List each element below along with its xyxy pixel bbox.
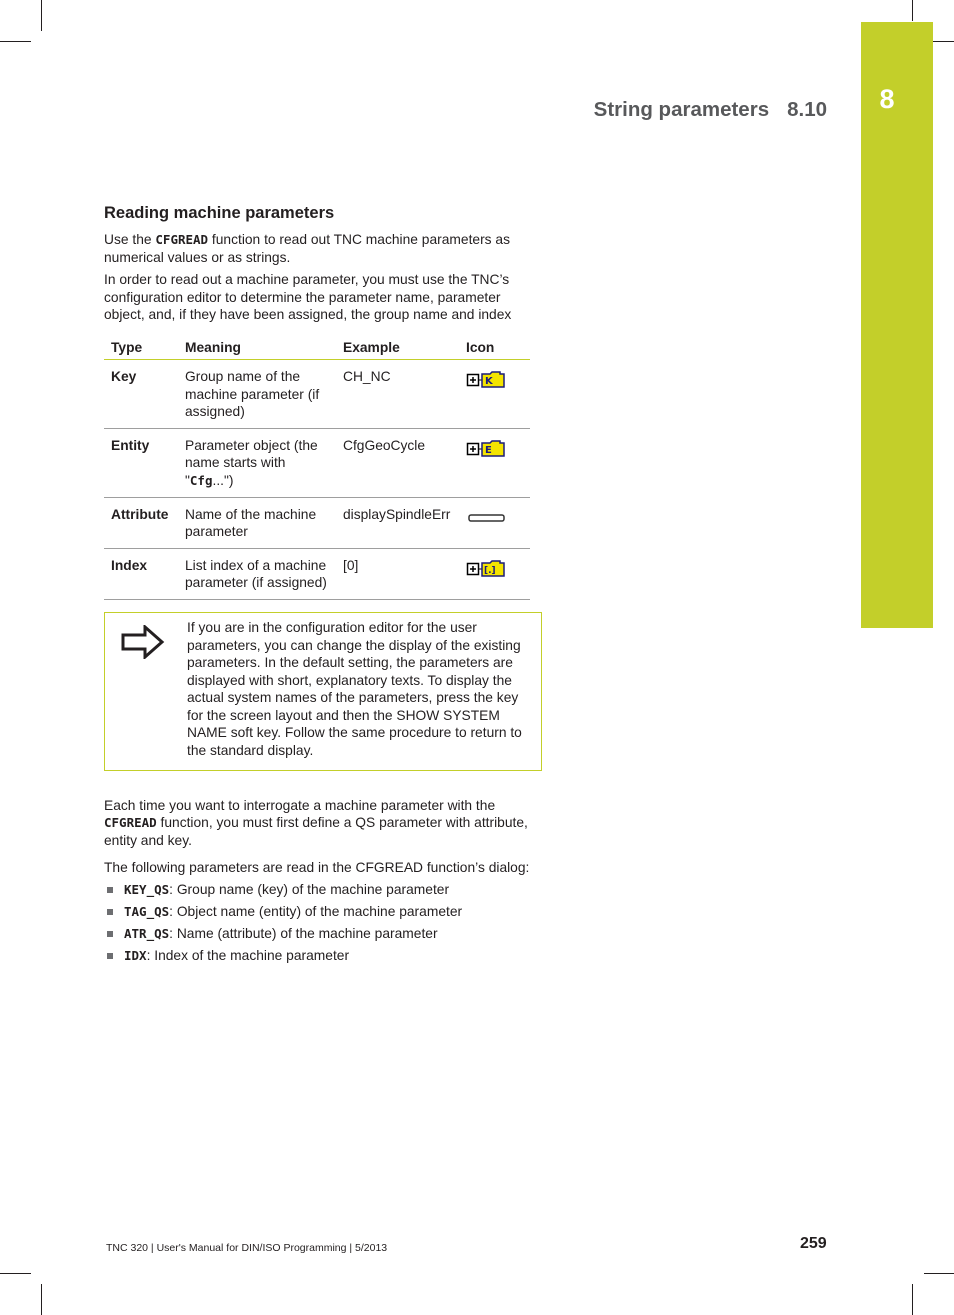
crop-mark — [0, 1273, 31, 1274]
icon-letter: [.] — [484, 565, 496, 576]
type-cell: Entity — [104, 428, 178, 497]
table-row — [104, 497, 530, 548]
column-header: Icon — [459, 334, 530, 360]
example-cell: CH_NC — [336, 359, 459, 428]
arrow-right-icon — [121, 625, 165, 659]
code-span: IDX — [124, 948, 147, 964]
meaning-cell — [178, 428, 336, 497]
code-span: CFGREAD — [104, 815, 157, 831]
section-title: Reading machine parameters — [104, 204, 335, 222]
example-cell: displaySpindleErr — [336, 497, 459, 548]
example-cell: [0] — [336, 548, 459, 599]
text-span: Use the — [104, 232, 156, 247]
page-number: 259 — [800, 1235, 827, 1252]
page-header — [594, 98, 827, 122]
text-span: : Object name (entity) of the machine parameter — [169, 904, 463, 920]
icon-cell — [459, 359, 530, 428]
key-folder-icon — [466, 370, 508, 390]
icon-letter: K — [485, 375, 493, 387]
meaning-cell: Name of the machine parameter — [178, 497, 336, 548]
body-paragraph-2: The following parameters are read in the CFGREAD function’s dialog: — [104, 860, 530, 876]
crop-mark — [41, 0, 42, 31]
type-cell: Index — [104, 548, 178, 599]
text-span: : Group name (key) of the machine parameter — [169, 882, 450, 898]
crop-mark — [0, 41, 31, 42]
type-cell: Attribute — [104, 497, 178, 548]
header-title: String parameters — [593, 98, 770, 121]
body-section — [104, 797, 544, 967]
header-section: 8.10 — [787, 98, 827, 121]
icon-cell — [459, 548, 530, 599]
note-box — [104, 612, 542, 771]
table-row — [104, 428, 530, 497]
code-span: KEY_QS — [124, 882, 170, 898]
text-span: Each time you want to interrogate a machine parameter with the — [104, 797, 496, 813]
footer-text: TNC 320 | User's Manual for DIN/ISO Programming | 5/2013 — [106, 1242, 388, 1254]
list-item — [104, 901, 544, 923]
code-span: ATR_QS — [124, 926, 170, 942]
list-item — [104, 945, 544, 967]
parameter-list — [104, 879, 544, 967]
chapter-tab — [861, 22, 933, 628]
meaning-cell: List index of a machine parameter (if assigned) — [178, 548, 336, 599]
list-item — [104, 923, 544, 945]
column-header: Meaning — [178, 334, 336, 360]
icon-cell — [459, 497, 530, 548]
text-span: : Index of the machine parameter — [146, 948, 350, 964]
list-item — [104, 879, 544, 901]
text-span: function, you must first define a QS parameter with attribute, entity and key. — [104, 815, 528, 848]
body-paragraph-1 — [104, 797, 544, 850]
table-row — [104, 548, 530, 599]
bullet-icon — [107, 909, 113, 915]
entity-folder-icon — [466, 439, 508, 459]
code-span: TAG_QS — [124, 904, 170, 920]
bullet-icon — [107, 931, 113, 937]
main-content — [104, 204, 544, 967]
text-span: : Name (attribute) of the machine parameter — [169, 926, 438, 942]
bullet-icon — [107, 887, 113, 893]
chapter-number: 8 — [879, 84, 895, 114]
note-text: If you are in the configuration editor for the user parameters, you can change the display of the existing parameters. In the default setting, the parameters are displayed with short, explanatory texts. To display the actual system names of the parameters, press the key for the screen layout and then the SHOW SYSTEM NAME soft key. Follow the same procedure to return to the standard display. — [187, 619, 522, 759]
text-span: Parameter object (the name starts with " — [185, 437, 318, 488]
text-span: ...") — [212, 472, 234, 488]
type-cell: Key — [104, 359, 178, 428]
code-span: Cfg — [189, 472, 213, 488]
crop-mark — [924, 1273, 954, 1274]
code-span: CFGREAD — [155, 232, 209, 247]
intro-paragraph-2: In order to read out a machine parameter, you must use the TNC’s configuration editor to determine the parameter name, parameter object, and, if they have been assigned, the group name and index — [104, 272, 512, 323]
crop-mark — [912, 0, 913, 21]
example-cell: CfgGeoCycle — [336, 428, 459, 497]
index-folder-icon — [466, 559, 508, 579]
text-span: function to read out TNC machine parameters as numerical values or as strings. — [104, 232, 510, 265]
attribute-field-icon — [466, 508, 508, 528]
column-header: Example — [336, 334, 459, 360]
parameter-type-table — [104, 334, 530, 600]
crop-mark — [912, 1284, 913, 1315]
icon-letter: E — [485, 444, 492, 456]
bullet-icon — [107, 953, 113, 959]
table-row — [104, 359, 530, 428]
intro-paragraph-1 — [104, 231, 544, 266]
meaning-cell: Group name of the machine parameter (if assigned) — [178, 359, 336, 428]
column-header: Type — [104, 334, 178, 360]
icon-cell — [459, 428, 530, 497]
crop-mark — [41, 1284, 42, 1315]
table-header-row — [104, 334, 530, 360]
